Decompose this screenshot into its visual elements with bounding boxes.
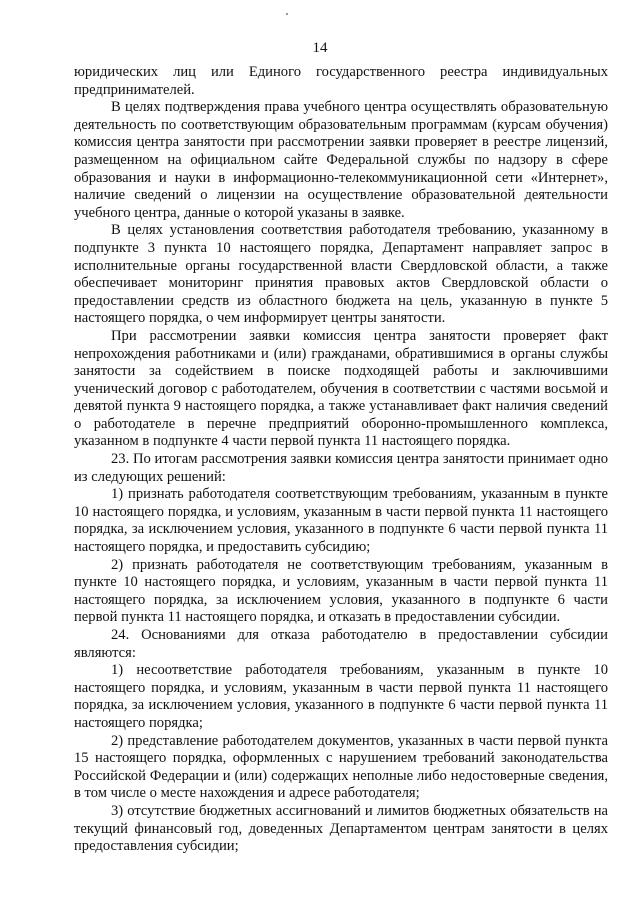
page-number: 14 [312,40,328,56]
list-item: 2) представление работодателем документов, указанных в части первой пункта 15 настоящего порядка, оформленных с нарушением требований законодательства Российской Федерации и (или) содержащих неполные либо недостоверные сведения, в том числе о месте нахождения и адресе работодателя; [74,732,608,802]
scan-speck [286,13,288,15]
paragraph: В целях установления соответствия работодателя требованию, указанному в подпункте 3 пункта 10 настоящего порядка, Департамент направляет запрос в исполнительные органы государственной власти Свердловской области, а также обеспечивает мониторинг принятия правовых актов Свердловской области о предоставлении средств из областного бюджета на цель, указанную в пункте 5 настоящего порядка, о чем информирует центры занятости. [74,222,608,327]
paragraph: В целях подтверждения права учебного центра осуществлять образовательную деятельность по соответствующим образовательным программам (курсам обучения) комиссия центра занятости при рассмотрении заявки проверяет в реестре лицензий, размещенном на официальном сайте Федеральной службы по надзору в сфере образования и науки в информационно-телекоммуникационной сети «Интернет», наличие сведений о лицензии на осуществление образовательной деятельности учебного центра, данные о которой указаны в заявке. [74,99,608,221]
paragraph: 23. По итогам рассмотрения заявки комиссия центра занятости принимает одно из следующих решений: [74,451,608,485]
list-item: 2) признать работодателя не соответствующим требованиям, указанным в пункте 10 настоящего порядка, и условиям, указанным в части первой пункта 11 настоящего порядка, за исключением условия, указанного в подпункте 6 части первой пункта 11 настоящего порядка, и отказать в предоставлении субсидии. [74,556,608,626]
document-body [74,64,608,856]
paragraph: 24. Основаниями для отказа работодателю в предоставлении субсидии являются: [74,627,608,661]
list-item: 3) отсутствие бюджетных ассигнований и лимитов бюджетных обязательств на текущий финансовый год, доведенных Департаментом центрам занятости в целях предоставления субсидии; [74,802,608,855]
paragraph: При рассмотрении заявки комиссия центра занятости проверяет факт непрохождения работниками и (или) гражданами, обратившимися в органы службы занятости за содействием в поиске подходящей работы и заключившими ученический договор с работодателем, обучения в соответствии с частями восьмой и девятой пункта 9 настоящего порядка, а также устанавливает факт наличия сведений о работодателе в перечне предприятий оборонно-промышленного комплекса, указанном в подпункте 4 части первой пункта 11 настоящего порядка. [74,327,608,450]
paragraph: юридических лиц или Единого государственного реестра индивидуальных предпринимателей. [74,64,608,98]
list-item: 1) несоответствие работодателя требованиям, указанным в пункте 10 настоящего порядка, и условиям, указанным в части первой пункта 11 настоящего порядка, за исключением условия, указанного в подпункте 6 части первой пункта 11 настоящего порядка; [74,662,608,731]
list-item: 1) признать работодателя соответствующим требованиям, указанным в пункте 10 настоящего порядка, и условиям, указанным в части первой пункта 11 настоящего порядка, за исключением условия, указанного в подпункте 6 части первой пункта 11 настоящего порядка, и предоставить субсидию; [74,486,608,556]
